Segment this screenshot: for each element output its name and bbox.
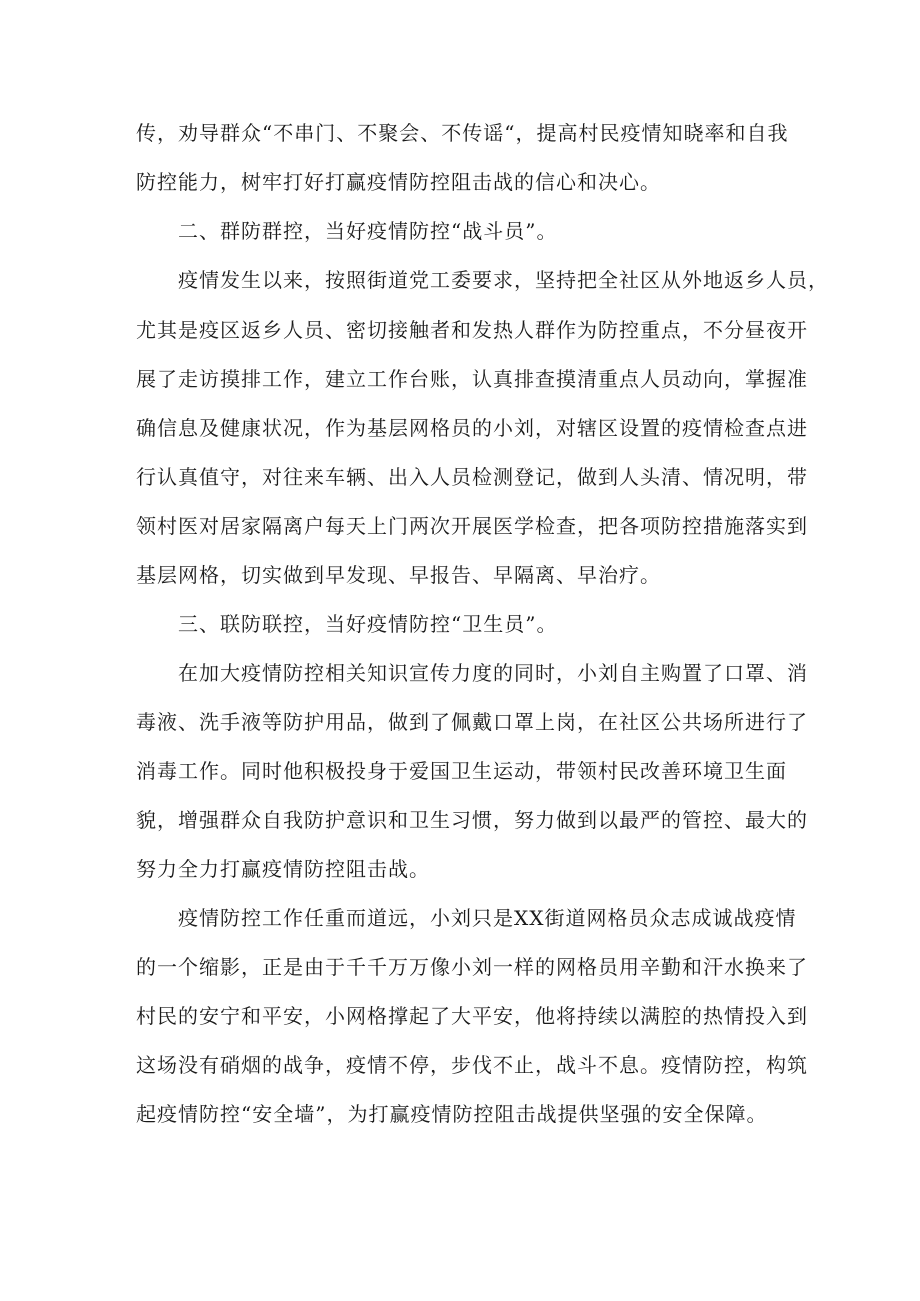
text-line: 起疫情防控“安全墙”，为打赢疫情防控阻击战提供坚强的安全保障。 [136,1102,768,1126]
text-line: 疫情防控工作任重而道远，小刘只是XX街道网格员众志成诚战疫情 [178,906,797,930]
text-line: 消毒工作。同时他积极投身于爱国卫生运动，带领村民改善环境卫生面 [136,759,787,783]
text-line: 这场没有硝烟的战争，疫情不停，步伐不止，战斗不息。疫情防控，构筑 [136,1053,808,1077]
text-line: 村民的安宁和平安，小网格撑起了大平安，他将持续以满腔的热情投入到 [136,1004,808,1028]
text-line: 传，劝导群众“不串门、不聚会、不传谣“，提高村民疫情知晓率和自我 [136,121,789,145]
text-line: 毒液、洗手液等防护用品，做到了佩戴口罩上岗，在社区公共场所进行了 [136,710,808,734]
text-line: 展了走访摸排工作，建立工作台账，认真排查摸清重点人员动向，掌握准 [136,367,808,391]
text-line: 努力全力打赢疫情防控阻击战。 [136,857,430,881]
text-line: 确信息及健康状况，作为基层网格员的小刘，对辖区设置的疫情检查点进 [136,416,808,440]
text-line: 在加大疫情防控相关知识宣传力度的同时，小刘自主购置了口罩、消 [178,661,808,685]
text-line: 的一个缩影，正是由于千千万万像小刘一样的网格员用辛勤和汗水换来了 [136,955,808,979]
text-line: 防控能力，树牢打好打赢疫情防控阻击战的信心和决心。 [136,170,661,194]
section-heading: 三、联防联控，当好疫情防控“卫生员”。 [178,612,558,636]
section-heading: 二、群防群控，当好疫情防控“战斗员”。 [178,219,558,243]
text-line: 基层网格，切实做到早发现、早报告、早隔离、早治疗。 [136,563,661,587]
text-line: 尤其是疫区返乡人员、密切接触者和发热人群作为防控重点，不分昼夜开 [136,318,808,342]
text-line: 貌，增强群众自我防护意识和卫生习惯，努力做到以最严的管控、最大的 [136,808,808,832]
text-line: 行认真值守，对往来车辆、出入人员检测登记，做到人头清、情况明，带 [136,465,808,489]
text-line: 疫情发生以来，按照街道党工委要求，坚持把全社区从外地返乡人员， [178,268,829,292]
text-line: 领村医对居家隔离户每天上门两次开展医学检查，把各项防控措施落实到 [136,514,808,538]
